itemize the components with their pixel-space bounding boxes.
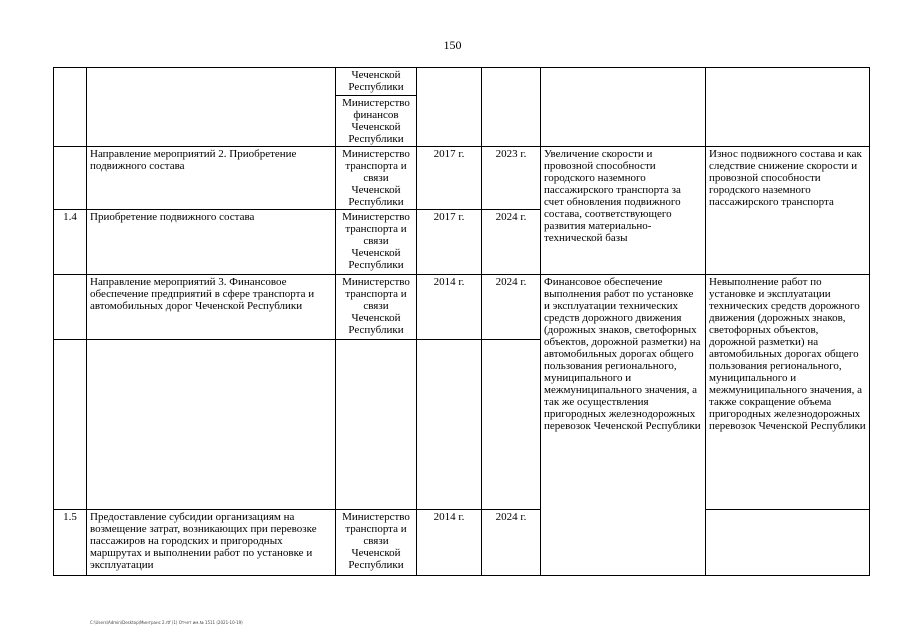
start-year-cell: 2014 г. — [417, 510, 482, 576]
risk-cell — [706, 510, 870, 576]
executor-cell: Министерство транспорта и связи Чеченской Республики — [336, 510, 417, 576]
measure-name-cell — [87, 340, 336, 510]
footer-file-path: C:\Users\Admin\Desktop\Минтранс 2.rtf (1) Отчет им.№ 1511 (2021-10-19) — [90, 620, 243, 625]
start-year-cell: 2017 г. — [417, 147, 482, 210]
end-year-cell: 2024 г. — [482, 510, 541, 576]
row-number-cell — [54, 275, 87, 340]
start-year-cell — [417, 68, 482, 147]
risk-cell: Невыполнение работ по установке и эксплуатации технических средств дорожного движения (дорожных знаков, светофорных объектов, дорожной разметки) на автомобильных дорогах общего пользования регионального, муниципального и межмуниципального значения, а также сокращение объема пригородных железнодорожных перевозок Чеченской Республики — [706, 275, 870, 510]
start-year-cell: 2014 г. — [417, 275, 482, 340]
page-number: 150 — [443, 38, 462, 52]
end-year-cell — [482, 68, 541, 147]
row-number-cell: 1.5 — [54, 510, 87, 576]
expected-result-cell: Увеличение скорости и провозной способности городского наземного пассажирского транспорта за счет обновления подвижного состава, соответствующего развития материально-технической базы — [541, 147, 706, 275]
row-number-cell — [54, 147, 87, 210]
start-year-cell: 2017 г. — [417, 210, 482, 275]
measure-name-cell: Предоставление субсидии организациям на возмещение затрат, возникающих при перевозке пассажиров на городских и пригородных маршрутах и выполнении работ по установке и эксплуатации — [87, 510, 336, 576]
row-number-cell: 1.4 — [54, 210, 87, 275]
risk-cell — [706, 68, 870, 147]
program-measures-table — [53, 67, 870, 576]
table-row — [54, 275, 870, 340]
table-row — [54, 147, 870, 210]
executor-cell — [336, 68, 417, 147]
end-year-cell — [482, 340, 541, 510]
risk-cell: Износ подвижного состава и как следствие снижение скорости и провозной способности городского наземного пассажирского транспорта — [706, 147, 870, 275]
measure-name-cell — [87, 68, 336, 147]
end-year-cell: 2024 г. — [482, 210, 541, 275]
executor-text: Министерство финансов Чеченской Республики — [336, 95, 416, 146]
executor-cell: Министерство транспорта и связи Чеченской Республики — [336, 147, 417, 210]
measure-name-cell: Направление мероприятий 2. Приобретение подвижного состава — [87, 147, 336, 210]
executor-text: Чеченской Республики — [348, 69, 404, 93]
end-year-cell: 2024 г. — [482, 275, 541, 340]
row-number-cell — [54, 340, 87, 510]
executor-cell — [336, 340, 417, 510]
start-year-cell — [417, 340, 482, 510]
end-year-cell: 2023 г. — [482, 147, 541, 210]
row-number-cell — [54, 68, 87, 147]
table-row — [54, 68, 870, 147]
table-row — [54, 510, 870, 576]
expected-result-cell — [541, 68, 706, 147]
expected-result-cell: Финансовое обеспечение выполнения работ по установке и эксплуатации технических средств дорожного движения (дорожных знаков, светофорных объектов, дорожной разметки) на автомобильных дорогах общего пользования регионального, муниципального и межмуниципального значения, а так же осуществления пригородных железнодорожных перевозок Чеченской Республики — [541, 275, 706, 576]
executor-cell: Министерство транспорта и связи Чеченской Республики — [336, 275, 417, 340]
measure-name-cell: Приобретение подвижного состава — [87, 210, 336, 275]
executor-cell: Министерство транспорта и связи Чеченской Республики — [336, 210, 417, 275]
measure-name-cell: Направление мероприятий 3. Финансовое обеспечение предприятий в сфере транспорта и автомобильных дорог Чеченской Республики — [87, 275, 336, 340]
